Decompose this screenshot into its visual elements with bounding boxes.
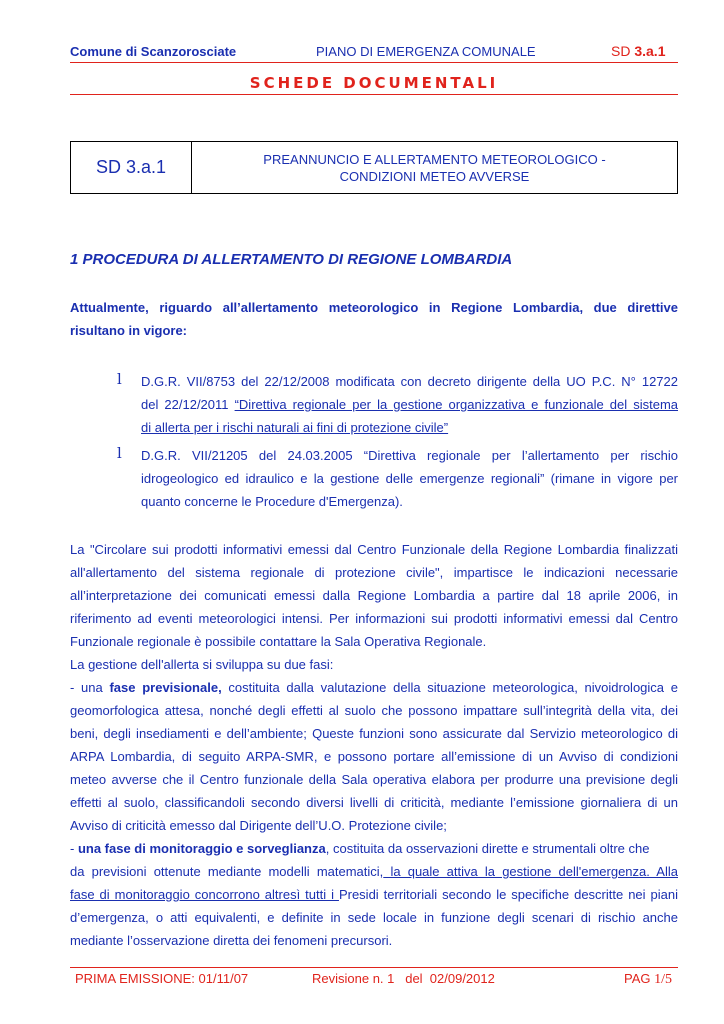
paragraph-line bbox=[70, 883, 678, 906]
header-divider bbox=[70, 62, 678, 63]
bullet-text: del 22/12/2011 bbox=[141, 397, 235, 412]
paragraph-text: - bbox=[70, 841, 78, 856]
header-code-prefix: SD bbox=[611, 43, 635, 59]
paragraph-line bbox=[70, 860, 678, 883]
bullet-line bbox=[141, 393, 678, 416]
bullet-icon: l bbox=[117, 444, 122, 462]
document-description-line1: PREANNUNCIO E ALLERTAMENTO METEOROLOGICO - bbox=[263, 151, 606, 167]
paragraph-line: Funzionale regionale è possibile contattare la Sala Operativa Regionale. bbox=[70, 634, 487, 649]
header-piano: PIANO DI EMERGENZA COMUNALE bbox=[316, 44, 536, 59]
paragraph-text: - una bbox=[70, 680, 110, 695]
underlined-text: fase di monitoraggio concorrono altresì tutti i bbox=[70, 887, 339, 902]
paragraph-line: riferimento ad eventi meteorologici intensi. Per informazioni sui prodotti informativi emessi dal Centro bbox=[70, 611, 678, 626]
paragraph-text: , costituita da osservazioni dirette e strumentali oltre che bbox=[325, 841, 650, 856]
intro-line: risultano in vigore: bbox=[70, 323, 188, 338]
footer-emissione: PRIMA EMISSIONE: 01/11/07 bbox=[75, 971, 249, 986]
bullet-line bbox=[141, 416, 678, 439]
paragraph-line: meteo avverse che il Centro funzionale della Sala operativa elabora per produrre una previsione degli bbox=[70, 772, 678, 787]
bullet-item bbox=[141, 370, 678, 439]
paragraph-line: geomorfologica attesa, nonché degli effetti al suolo che possono impattare sull’integrità della vita, dei bbox=[70, 703, 678, 718]
paragraph-line: mediante l’osservazione diretta dei fenomeni precursori. bbox=[70, 933, 393, 948]
bullet-item bbox=[141, 444, 678, 513]
bullet-link[interactable]: “Direttiva regionale per la gestione organizzativa e funzionale del sistema bbox=[234, 397, 678, 412]
paragraph-text: Presidi territoriali secondo le specifiche descritte nei piani bbox=[338, 887, 678, 902]
paragraph-line: La gestione dell'allerta si sviluppa su due fasi: bbox=[70, 657, 334, 672]
bullet-line: idrogeologico ed idraulico e la gestione delle emergenze regionali” (rimane in vigore per bbox=[141, 471, 678, 486]
paragraph-text: da previsioni ottenute mediante modelli matematici, bbox=[70, 864, 384, 879]
underlined-text: la quale attiva la gestione dell'emergenza. Alla bbox=[383, 864, 678, 879]
bullet-line: quanto concerne le Procedure d'Emergenza). bbox=[141, 494, 403, 509]
paragraph-line: Avviso di criticità emesso dal Dirigente dell’U.O. Protezione civile; bbox=[70, 818, 447, 833]
section-title: 1 PROCEDURA DI ALLERTAMENTO DI REGIONE LOMBARDIA bbox=[70, 251, 513, 268]
footer-revisione: Revisione n. 1 del 02/09/2012 bbox=[312, 971, 495, 986]
intro-text bbox=[70, 296, 678, 342]
footer-page-label: PAG bbox=[624, 971, 655, 986]
bullet-link[interactable]: di allerta per i rischi naturali ai fini di protezione civile” bbox=[141, 420, 449, 435]
header-comune: Comune di Scanzorosciate bbox=[70, 44, 237, 59]
document-code: SD 3.a.1 bbox=[71, 142, 192, 193]
paragraph-text: costituita dalla valutazione della situazione meteorologica, nivoidrologica e bbox=[221, 680, 678, 695]
paragraph-line bbox=[70, 676, 678, 699]
bullet-line: D.G.R. VII/8753 del 22/12/2008 modificata con decreto dirigente della UO P.C. N° 12722 bbox=[141, 374, 678, 389]
header-divider-bottom bbox=[70, 94, 678, 95]
header-code bbox=[611, 43, 665, 59]
paragraph-line: all'allertamento del sistema regionale di protezione civile", impartisce le indicazioni necessarie bbox=[70, 565, 678, 580]
phase-previsionale: fase previsionale, bbox=[109, 680, 222, 695]
footer-page-number bbox=[624, 971, 672, 988]
document-description bbox=[192, 142, 677, 193]
footer-page-value: 1/5 bbox=[654, 972, 672, 987]
paragraph-line: La "Circolare sui prodotti informativi emessi dal Centro Funzionale della Regione Lombardia finalizzati bbox=[70, 542, 678, 557]
footer-divider bbox=[70, 967, 678, 968]
document-title-box bbox=[70, 141, 678, 194]
paragraph-line: effetti al suolo, classificandoli secondo diversi livelli di criticità, mediante l’emissione giornaliera di un bbox=[70, 795, 678, 810]
bullet-line: D.G.R. VII/21205 del 24.03.2005 “Direttiva regionale per l’allertamento per rischio bbox=[141, 448, 678, 463]
document-description-line2: CONDIZIONI METEO AVVERSE bbox=[339, 168, 530, 184]
header-code-number: 3.a.1 bbox=[634, 43, 666, 59]
intro-line: Attualmente, riguardo all’allertamento meteorologico in Regione Lombardia, due direttive bbox=[70, 300, 678, 315]
bullet-icon: l bbox=[117, 370, 122, 388]
header-schede-title: SCHEDE DOCUMENTALI bbox=[249, 74, 499, 92]
body-paragraph bbox=[70, 538, 678, 952]
paragraph-line: d’emergenza, o atti equivalenti, e definite in sede locale in funzione degli scenari di rischio anche bbox=[70, 910, 678, 925]
paragraph-line: all’interpretazione dei comunicati emessi dalla Regione Lombardia a partire dal 18 aprile 2006, in bbox=[70, 588, 678, 603]
paragraph-line: beni, degli insediamenti e dell’ambiente; Queste funzioni sono assicurate dal Servizio meteorologico di bbox=[70, 726, 678, 741]
phase-monitoraggio: una fase di monitoraggio e sorveglianza bbox=[77, 841, 326, 856]
paragraph-line: ARPA Lombardia, di seguito ARPA-SMR, e possono portare all’emissione di un Avviso di condizioni bbox=[70, 749, 678, 764]
paragraph-line bbox=[70, 837, 678, 860]
